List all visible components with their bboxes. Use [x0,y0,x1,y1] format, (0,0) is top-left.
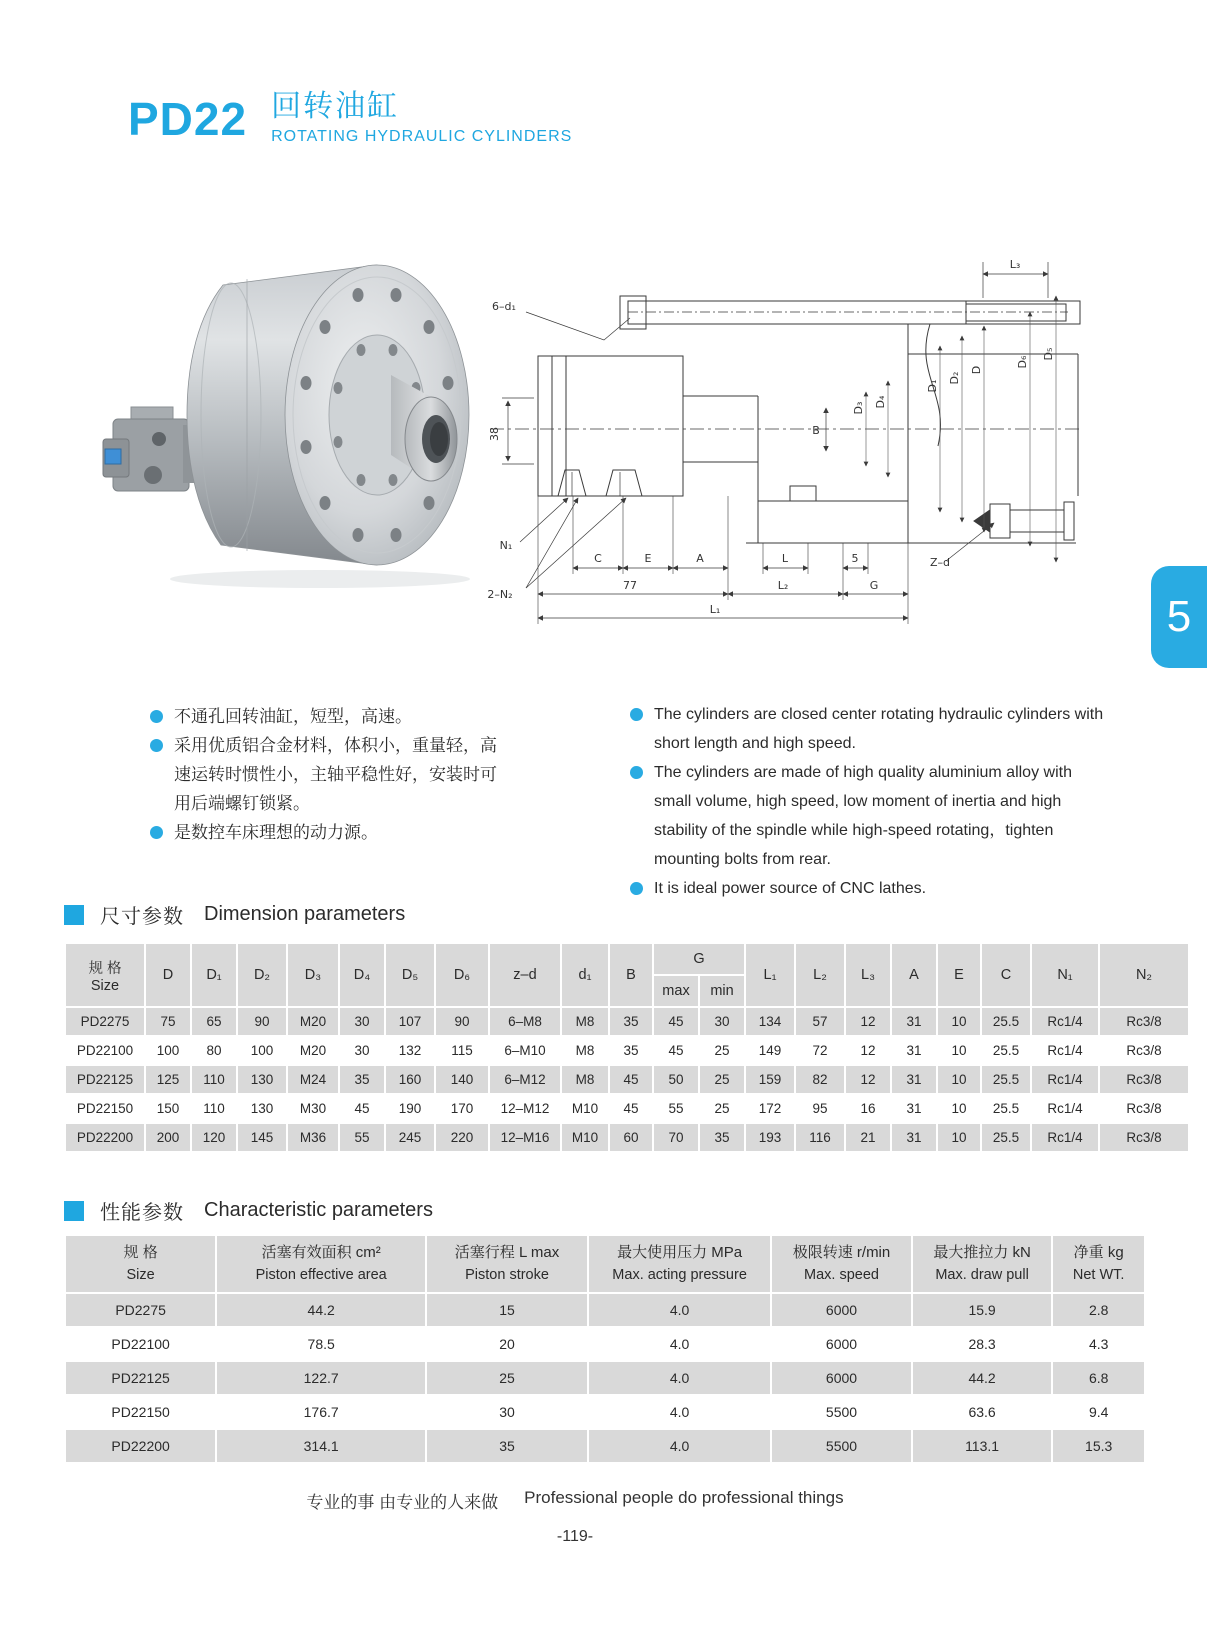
value-cell: 12 [846,1037,890,1064]
model-code: PD22 [128,93,248,145]
column-header-gmax: max [654,976,698,1006]
header-en: Max. speed [804,1267,879,1283]
bullet-icon [630,708,643,721]
value-cell: 95 [796,1095,844,1122]
size-cell: PD22200 [66,1124,144,1151]
dim-label-g: G [869,579,879,592]
value-cell: 10 [938,1095,980,1122]
header-cn: 规 格 [123,1244,158,1261]
value-cell: 110 [192,1066,236,1093]
column-header [1053,1236,1144,1292]
value-cell: 2.8 [1053,1294,1144,1326]
value-cell: 31 [892,1124,936,1151]
list-item [150,731,498,818]
value-cell: 100 [146,1037,190,1064]
bullet-icon [150,826,163,839]
feature-text: The cylinders are closed center rotating hydraulic cylinders with short length and high speed. [654,706,1104,752]
column-header [913,1236,1052,1292]
section-title-en: Characteristic parameters [204,1199,433,1221]
value-cell: 4.0 [589,1396,770,1428]
list-item [630,874,1108,903]
dim-label-l3: L₃ [1009,258,1021,271]
dim-label-l2: L₂ [777,579,789,592]
value-cell: 55 [654,1095,698,1122]
column-header-size [66,944,144,1006]
value-cell: 45 [610,1095,652,1122]
value-cell: 82 [796,1066,844,1093]
value-cell: 132 [386,1037,434,1064]
list-item [630,758,1108,874]
value-cell: 6–M12 [490,1066,560,1093]
value-cell: 5500 [772,1430,911,1462]
dim-label-77: 77 [623,579,637,592]
value-cell: 35 [340,1066,384,1093]
value-cell: 10 [938,1124,980,1151]
dim-label-n2: 2–N₂ [487,588,513,601]
column-header: A [892,944,936,1006]
column-header: D₁ [192,944,236,1006]
value-cell: 35 [427,1430,587,1462]
value-cell: 130 [238,1095,286,1122]
value-cell: 160 [386,1066,434,1093]
header-cn: 活塞行程 L max [454,1244,560,1261]
column-header: z–d [490,944,560,1006]
dim-label-c: C [594,552,602,565]
value-cell: 45 [610,1066,652,1093]
header-en: Size [126,1267,155,1283]
value-cell: 100 [238,1037,286,1064]
dim-label-a: A [696,552,704,565]
section-square-icon [64,905,84,925]
column-header: D₂ [238,944,286,1006]
value-cell: 25.5 [982,1008,1030,1035]
value-cell: Rc3/8 [1100,1037,1188,1064]
value-cell: 45 [340,1095,384,1122]
value-cell: 25 [700,1095,744,1122]
value-cell: 15.3 [1053,1430,1144,1462]
value-cell: 25.5 [982,1095,1030,1122]
value-cell: 55 [340,1124,384,1151]
dim-label-6d1: 6–d₁ [492,300,516,313]
column-header-g: G [654,944,744,974]
section-characteristic [64,1196,433,1225]
value-cell: M8 [562,1037,608,1064]
value-cell: M30 [288,1095,338,1122]
table-row [66,1095,1188,1122]
value-cell: M10 [562,1095,608,1122]
size-cell: PD2275 [66,1294,215,1326]
value-cell: Rc1/4 [1032,1066,1098,1093]
list-item [630,700,1108,758]
value-cell: 10 [938,1008,980,1035]
value-cell: 35 [700,1124,744,1151]
value-cell: 30 [340,1037,384,1064]
value-cell: 25 [427,1362,587,1394]
value-cell: M10 [562,1124,608,1151]
value-cell: 4.0 [589,1328,770,1360]
value-cell: Rc3/8 [1100,1008,1188,1035]
size-cell: PD22100 [66,1328,215,1360]
dim-label-d4: D₄ [874,395,887,409]
value-cell: 120 [192,1124,236,1151]
value-cell: Rc1/4 [1032,1008,1098,1035]
list-item [150,702,498,731]
column-header: d₁ [562,944,608,1006]
page-title-en: ROTATING HYDRAULIC CYLINDERS [271,127,573,145]
value-cell: 35 [610,1008,652,1035]
header-en: Net WT. [1072,1267,1125,1283]
characteristic-table-body [66,1294,1144,1462]
column-header: D [146,944,190,1006]
value-cell: 170 [436,1095,488,1122]
value-cell: Rc3/8 [1100,1095,1188,1122]
characteristic-table [64,1234,1146,1464]
value-cell: 30 [700,1008,744,1035]
value-cell: 122.7 [217,1362,425,1394]
column-header [66,1236,215,1292]
value-cell: 140 [436,1066,488,1093]
column-header [772,1236,911,1292]
chapter-tab [1151,566,1207,668]
dim-label-d1: D₁ [926,379,939,393]
value-cell: 31 [892,1095,936,1122]
header-cn: 极限转速 r/min [792,1244,891,1261]
feature-text: 采用优质铝合金材料，体积小，重量轻，高速运转时惯性小，主轴平稳性好，安装时可用后端螺钉锁紧。 [174,736,497,813]
bullet-icon [630,882,643,895]
value-cell: 50 [654,1066,698,1093]
header-en: Max. draw pull [935,1267,1029,1283]
value-cell: 21 [846,1124,890,1151]
value-cell: 145 [238,1124,286,1151]
dim-label-38: 38 [488,427,501,441]
value-cell: 25 [700,1066,744,1093]
value-cell: 4.3 [1053,1328,1144,1360]
dim-label-l: L [781,552,789,565]
header-size-en: Size [90,977,120,994]
value-cell: 4.0 [589,1362,770,1394]
value-cell: Rc1/4 [1032,1037,1098,1064]
section-dimension [64,900,405,929]
size-cell: PD22125 [66,1362,215,1394]
header-cn: 净重 kg [1073,1244,1124,1261]
product-photo [95,243,480,595]
value-cell: 10 [938,1037,980,1064]
value-cell: 35 [610,1037,652,1064]
table-row [66,1362,1144,1394]
size-cell: PD22100 [66,1037,144,1064]
value-cell: 6000 [772,1294,911,1326]
value-cell: 28.3 [913,1328,1052,1360]
feature-text: It is ideal power source of CNC lathes. [654,880,927,897]
value-cell: 116 [796,1124,844,1151]
table-row [66,1294,1144,1326]
column-header: D₄ [340,944,384,1006]
value-cell: 90 [238,1008,286,1035]
drawing-lines [490,262,1082,624]
header-en: Max. acting pressure [612,1267,747,1283]
chapter-number: 5 [1166,592,1192,641]
column-header: L₂ [796,944,844,1006]
header-size-cn: 规 格 [88,960,122,977]
page-title-cn: 回转油缸 [271,90,400,123]
dim-label-d3: D₃ [852,401,865,415]
feature-text: 是数控车床理想的动力源。 [174,823,378,842]
value-cell: 125 [146,1066,190,1093]
value-cell: M36 [288,1124,338,1151]
dim-label-d6: D₆ [1016,355,1029,369]
value-cell: 6000 [772,1328,911,1360]
value-cell: 63.6 [913,1396,1052,1428]
value-cell: 190 [386,1095,434,1122]
feature-list-cn [150,702,498,847]
column-header-gmin: min [700,976,744,1006]
technical-drawing [478,246,1093,644]
size-cell: PD22150 [66,1396,215,1428]
value-cell: 6.8 [1053,1362,1144,1394]
column-header: D₆ [436,944,488,1006]
value-cell: 72 [796,1037,844,1064]
value-cell: 113.1 [913,1430,1052,1462]
value-cell: 6–M10 [490,1037,560,1064]
value-cell: 220 [436,1124,488,1151]
value-cell: M20 [288,1008,338,1035]
value-cell: 314.1 [217,1430,425,1462]
value-cell: 6000 [772,1362,911,1394]
value-cell: 130 [238,1066,286,1093]
value-cell: 20 [427,1328,587,1360]
column-header: C [982,944,1030,1006]
value-cell: 30 [340,1008,384,1035]
column-header: D₅ [386,944,434,1006]
column-header [217,1236,425,1292]
value-cell: 149 [746,1037,794,1064]
slogan-cn: 专业的事 由专业的人来做 [306,1493,499,1512]
value-cell: 44.2 [217,1294,425,1326]
value-cell: 60 [610,1124,652,1151]
value-cell: 9.4 [1053,1396,1144,1428]
table-row [66,1396,1144,1428]
value-cell: 25.5 [982,1037,1030,1064]
value-cell: 4.0 [589,1430,770,1462]
value-cell: 25 [700,1037,744,1064]
header-cn: 最大推拉力 kN [933,1244,1031,1261]
section-title-cn: 尺寸参数 [100,906,184,928]
value-cell: M8 [562,1008,608,1035]
feature-list-en [630,700,1108,903]
dim-label-d5: D₅ [1042,347,1055,361]
value-cell: 176.7 [217,1396,425,1428]
list-item [150,818,498,847]
column-header: D₃ [288,944,338,1006]
table-row [66,1328,1144,1360]
value-cell: 12–M16 [490,1124,560,1151]
drawing-labels [487,258,1055,616]
size-cell: PD22200 [66,1430,215,1462]
value-cell: 12 [846,1066,890,1093]
value-cell: 90 [436,1008,488,1035]
value-cell: 25.5 [982,1124,1030,1151]
value-cell: 75 [146,1008,190,1035]
dim-label-d: D [970,365,983,375]
bullet-icon [150,710,163,723]
table-row [66,1037,1188,1064]
dimension-table-body [66,1008,1188,1151]
size-cell: PD22125 [66,1066,144,1093]
size-cell: PD22150 [66,1095,144,1122]
value-cell: Rc1/4 [1032,1124,1098,1151]
size-cell: PD2275 [66,1008,144,1035]
value-cell: 65 [192,1008,236,1035]
value-cell: 12–M12 [490,1095,560,1122]
value-cell: 5500 [772,1396,911,1428]
column-header: N₁ [1032,944,1098,1006]
value-cell: 172 [746,1095,794,1122]
table-row [66,1430,1144,1462]
dim-label-n1: N₁ [499,539,513,552]
value-cell: 115 [436,1037,488,1064]
cylinder-photo-shapes [103,265,470,588]
column-header: L₁ [746,944,794,1006]
value-cell: 10 [938,1066,980,1093]
value-cell: 25.5 [982,1066,1030,1093]
column-header: L₃ [846,944,890,1006]
value-cell: 70 [654,1124,698,1151]
value-cell: 45 [654,1037,698,1064]
dim-label-l1: L₁ [709,603,721,616]
header-en: Piston stroke [465,1267,549,1283]
dimension-table-header [66,944,1188,1006]
value-cell: 200 [146,1124,190,1151]
value-cell: 4.0 [589,1294,770,1326]
column-header: E [938,944,980,1006]
column-header: N₂ [1100,944,1188,1006]
value-cell: 16 [846,1095,890,1122]
column-header: B [610,944,652,1006]
header-en: Piston effective area [255,1267,387,1283]
value-cell: 150 [146,1095,190,1122]
value-cell: 193 [746,1124,794,1151]
section-square-icon [64,1201,84,1221]
slogan-en: Professional people do professional things [524,1488,844,1507]
value-cell: 159 [746,1066,794,1093]
value-cell: 30 [427,1396,587,1428]
header-cn: 活塞有效面积 cm² [261,1244,381,1261]
value-cell: 15 [427,1294,587,1326]
header-cn: 最大使用压力 MPa [617,1244,743,1261]
value-cell: Rc3/8 [1100,1066,1188,1093]
section-title-cn: 性能参数 [100,1202,184,1224]
value-cell: 57 [796,1008,844,1035]
feature-text: 不通孔回转油缸，短型，高速。 [174,707,412,726]
value-cell: 31 [892,1008,936,1035]
value-cell: 31 [892,1066,936,1093]
bullet-icon [630,766,643,779]
dimension-table [64,942,1190,1153]
column-header [589,1236,770,1292]
page-header [128,90,572,146]
characteristic-table-header [66,1236,1144,1292]
value-cell: M24 [288,1066,338,1093]
table-row [66,1008,1188,1035]
value-cell: 107 [386,1008,434,1035]
bullet-icon [150,739,163,752]
value-cell: 12 [846,1008,890,1035]
value-cell: 78.5 [217,1328,425,1360]
feature-text: The cylinders are made of high quality aluminium alloy with small volume, high speed, low moment of inertia and high stability of the spindle while high-speed rotating，tighten mounting bolts from rear. [654,764,1072,868]
value-cell: 15.9 [913,1294,1052,1326]
table-row [66,1124,1188,1151]
dim-label-e: E [644,552,652,565]
dim-label-zd: Z–d [930,556,951,569]
value-cell: M8 [562,1066,608,1093]
table-row [66,1066,1188,1093]
value-cell: 80 [192,1037,236,1064]
value-cell: Rc3/8 [1100,1124,1188,1151]
value-cell: 110 [192,1095,236,1122]
value-cell: 31 [892,1037,936,1064]
value-cell: 45 [654,1008,698,1035]
footer-slogan [0,1488,1150,1513]
dim-label-d2: D₂ [948,371,961,385]
value-cell: M20 [288,1037,338,1064]
dim-label-b: B [812,424,820,437]
dim-label-5: 5 [851,552,859,565]
value-cell: 245 [386,1124,434,1151]
title-block [271,90,572,146]
section-title-en: Dimension parameters [204,903,406,925]
value-cell: Rc1/4 [1032,1095,1098,1122]
value-cell: 6–M8 [490,1008,560,1035]
value-cell: 134 [746,1008,794,1035]
value-cell: 44.2 [913,1362,1052,1394]
page-number: -119- [556,1528,594,1545]
column-header [427,1236,587,1292]
